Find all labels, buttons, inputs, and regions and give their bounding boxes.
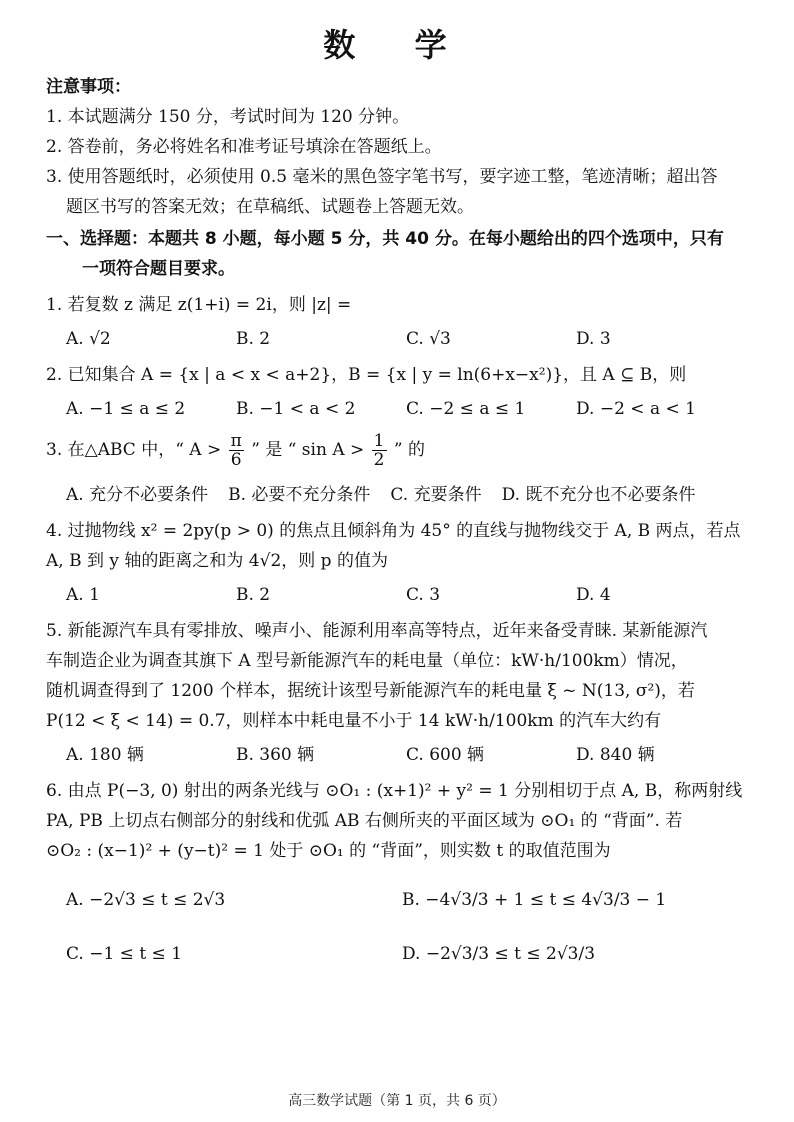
question-4-stem-line1: 4. 过抛物线 x² = 2py(p > 0) 的焦点且倾斜角为 45° 的直线与抛物线交于 A, B 两点，若点 [46, 521, 741, 541]
question-6-option-a: A. −2√3 ≤ t ≤ 2√3 [66, 890, 226, 910]
fraction-denominator: 2 [373, 450, 385, 470]
question-5-stem-line4: P(12 < ξ < 14) = 0.7，则样本中耗电量不小于 14 kW·h/100km 的汽车大约有 [46, 711, 662, 731]
question-2-option-c: C. −2 ≤ a ≤ 1 [406, 399, 526, 419]
question-6-stem-line1: 6. 由点 P(−3, 0) 射出的两条光线与 ⊙O₁ : (x+1)² + y² = 1 分别相切于点 A, B，称两射线 [46, 781, 743, 801]
question-2-option-d: D. −2 < a < 1 [576, 399, 696, 419]
fraction-numerator: 1 [373, 431, 385, 451]
question-5-option-c: C. 600 辆 [406, 745, 485, 765]
question-3-fraction-pi-over-6 [229, 432, 244, 469]
note-item-3-cont: 题区书写的答案无效；在草稿纸、试题卷上答题无效。 [66, 197, 474, 217]
question-6-options-row2 [46, 934, 782, 974]
question-4-option-c: C. 3 [406, 585, 441, 605]
question-3-option-d: D. 既不充分也不必要条件 [501, 485, 696, 505]
question-3-stem-post: ” 的 [393, 440, 426, 460]
question-6-stem-line3: ⊙O₂ : (x−1)² + (y−t)² = 1 处于 ⊙O₁ 的 “背面”，则实数 t 的取值范围为 [46, 841, 611, 861]
note-item-2: 2. 答卷前，务必将姓名和准考证号填涂在答题纸上。 [46, 137, 442, 157]
question-6-option-b: B. −4√3/3 + 1 ≤ t ≤ 4√3/3 − 1 [402, 890, 667, 910]
question-2-option-b: B. −1 < a < 2 [236, 399, 356, 419]
question-5-stem-line1: 5. 新能源汽车具有零排放、噪声小、能源利用率高等特点，近年来备受青睐. 某新能源汽 [46, 621, 708, 641]
question-2-options [46, 394, 782, 424]
question-6-stem-line2: PA, PB 上切点右侧部分的射线和优弧 AB 右侧所夹的平面区域为 ⊙O₁ 的 “背面”. 若 [46, 811, 683, 831]
question-1-option-d: D. 3 [576, 329, 611, 349]
question-5-option-a: A. 180 辆 [66, 745, 144, 765]
question-3-option-c: C. 充要条件 [390, 485, 482, 505]
question-5-stem-line3: 随机调查得到了 1200 个样本，据统计该型号新能源汽车的耗电量 ξ ~ N(13, σ²)，若 [46, 681, 695, 701]
question-1 [46, 290, 782, 354]
question-4-option-d: D. 4 [576, 585, 611, 605]
question-1-stem: 1. 若复数 z 满足 z(1+i) = 2i，则 |z| = [46, 295, 352, 315]
fraction-denominator: 6 [230, 450, 242, 470]
question-4-options [46, 580, 782, 610]
question-1-option-b: B. 2 [236, 329, 271, 349]
question-5 [46, 616, 782, 770]
page-footer: 高三数学试题（第 1 页，共 6 页） [288, 1093, 506, 1109]
question-3-fraction-one-half [372, 432, 387, 469]
fraction-numerator: π [230, 431, 242, 451]
question-6-option-d: D. −2√3/3 ≤ t ≤ 2√3/3 [402, 944, 596, 964]
question-5-option-b: B. 360 辆 [236, 745, 315, 765]
question-3-stem-pre: 3. 在△ABC 中，“ A > [46, 440, 222, 460]
page-title: 数 学 [323, 26, 471, 64]
question-1-options [46, 324, 782, 354]
question-3-option-b: B. 必要不充分条件 [228, 485, 371, 505]
question-3-option-a: A. 充分不必要条件 [66, 485, 209, 505]
note-item-1: 1. 本试题满分 150 分，考试时间为 120 分钟。 [46, 107, 410, 127]
notes-block [46, 72, 782, 222]
question-3-stem-mid: ” 是 “ sin A > [251, 440, 365, 460]
question-2-stem: 2. 已知集合 A = {x | a < x < a+2}，B = {x | y = ln(6+x−x²)}，且 A ⊆ B，则 [46, 365, 687, 385]
section-heading [46, 224, 782, 284]
question-6-options-row1 [46, 880, 782, 920]
question-4-option-b: B. 2 [236, 585, 271, 605]
section-heading-line2: 一项符合题目要求。 [82, 259, 235, 279]
question-4-option-a: A. 1 [66, 585, 100, 605]
question-6-option-c: C. −1 ≤ t ≤ 1 [66, 944, 183, 964]
exam-content [46, 72, 782, 974]
question-4-stem-line2: A, B 到 y 轴的距离之和为 4√2，则 p 的值为 [46, 551, 388, 571]
question-1-option-a: A. √2 [66, 329, 111, 349]
section-heading-line1: 一、选择题：本题共 8 小题，每小题 5 分，共 40 分。在每小题给出的四个选项中，只有 [46, 229, 724, 249]
question-3-options [46, 480, 782, 510]
question-4 [46, 516, 782, 610]
notes-heading: 注意事项： [46, 77, 131, 97]
question-6 [46, 776, 782, 974]
question-5-option-d: D. 840 辆 [576, 745, 655, 765]
question-5-options [46, 740, 782, 770]
note-item-3: 3. 使用答题纸时，必须使用 0.5 毫米的黑色签字笔书写，要字迹工整，笔迹清晰；超出答 [46, 167, 718, 187]
question-2-option-a: A. −1 ≤ a ≤ 2 [66, 399, 186, 419]
question-3 [46, 430, 782, 510]
question-5-stem-line2: 车制造企业为调查其旗下 A 型号新能源汽车的耗电量（单位：kW·h/100km）情况， [46, 651, 688, 671]
question-3-stem [46, 430, 782, 470]
question-2 [46, 360, 782, 424]
question-1-option-c: C. √3 [406, 329, 451, 349]
